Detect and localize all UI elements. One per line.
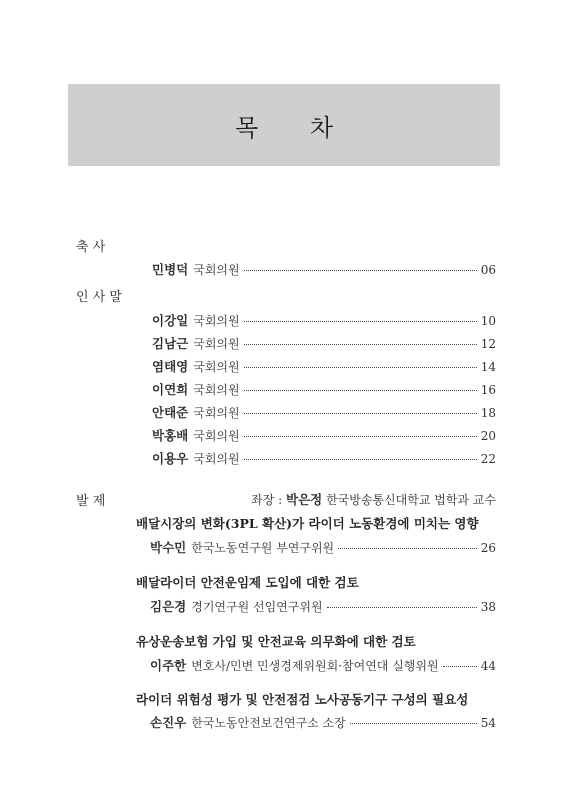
toc-entry[interactable] xyxy=(152,380,496,396)
section-label-presentation: 발 제 xyxy=(76,494,106,509)
toc-entry[interactable] xyxy=(152,311,496,327)
leader-dots xyxy=(244,459,477,460)
leader-dots xyxy=(244,413,477,414)
entry-page: 06 xyxy=(480,263,496,277)
entry-page: 14 xyxy=(480,360,496,374)
entry-page: 12 xyxy=(480,337,496,351)
entry-role: 한국노동연구원 부연구위원 xyxy=(191,541,335,555)
leader-dots xyxy=(244,436,477,437)
entry-name: 민병덕 xyxy=(152,262,189,277)
entry-page: 20 xyxy=(480,429,496,443)
section-label-greeting: 인 사 말 xyxy=(76,290,122,305)
entry-page: 18 xyxy=(480,406,496,420)
entry-page: 10 xyxy=(480,314,496,328)
toc-title: 목 차 xyxy=(235,113,355,142)
entry-page: 16 xyxy=(480,383,496,397)
entry-role: 경기연구원 선임연구위원 xyxy=(191,600,323,614)
toc-entry[interactable] xyxy=(152,334,496,350)
entry-name: 김남근 xyxy=(152,336,189,351)
entry-name: 김은경 xyxy=(150,599,187,614)
leader-dots xyxy=(443,666,477,667)
toc-entry[interactable] xyxy=(152,403,496,419)
chair-line xyxy=(251,490,496,508)
entry-name: 이용우 xyxy=(152,451,189,466)
chair-prefix: 좌장 : xyxy=(251,493,287,507)
toc-entry[interactable] xyxy=(150,597,496,613)
entry-name: 이연희 xyxy=(152,382,189,397)
leader-dots xyxy=(338,548,477,549)
entry-role: 국회의원 xyxy=(193,263,240,277)
toc-entry[interactable] xyxy=(150,713,496,729)
leader-dots xyxy=(244,390,477,391)
chair-role: 한국방송통신대학교 법학과 교수 xyxy=(326,493,496,507)
entry-page: 38 xyxy=(480,600,496,614)
entry-name: 이강일 xyxy=(152,313,189,328)
paper-title[interactable]: 라이더 위험성 평가 및 안전점검 노사공동기구 구성의 필요성 xyxy=(136,692,469,707)
section-label-congrats: 축 사 xyxy=(76,240,106,255)
toc-title-box xyxy=(68,84,500,166)
leader-dots xyxy=(244,344,477,345)
entry-role: 국회의원 xyxy=(193,360,240,374)
entry-role: 국회의원 xyxy=(193,337,240,351)
entry-name: 손진우 xyxy=(150,715,187,730)
toc-entry[interactable] xyxy=(152,449,496,465)
entry-role: 국회의원 xyxy=(193,406,240,420)
leader-dots xyxy=(244,270,477,271)
entry-name: 박홍배 xyxy=(152,428,189,443)
entry-page: 22 xyxy=(480,452,496,466)
entry-name: 염태영 xyxy=(152,359,189,374)
leader-dots xyxy=(327,607,477,608)
chair-name: 박은정 xyxy=(286,492,323,507)
toc-entry[interactable] xyxy=(152,426,496,442)
paper-title[interactable]: 배달라이더 안전운임제 도입에 대한 검토 xyxy=(136,575,359,590)
entry-name: 박수민 xyxy=(150,540,187,555)
paper-title[interactable]: 유상운송보험 가입 및 안전교육 의무화에 대한 검토 xyxy=(136,634,416,649)
entry-role: 국회의원 xyxy=(193,452,240,466)
toc-entry[interactable] xyxy=(152,260,496,276)
entry-role: 한국노동안전보건연구소 소장 xyxy=(191,716,346,730)
toc-entry[interactable] xyxy=(150,656,496,672)
leader-dots xyxy=(350,723,477,724)
entry-name: 이주한 xyxy=(150,658,187,673)
entry-role: 변호사/민변 민생경제위원회·참여연대 실행위원 xyxy=(191,659,439,673)
toc-entry[interactable] xyxy=(150,538,496,554)
leader-dots xyxy=(244,367,477,368)
entry-role: 국회의원 xyxy=(193,314,240,328)
entry-page: 26 xyxy=(480,541,496,555)
entry-role: 국회의원 xyxy=(193,429,240,443)
leader-dots xyxy=(244,321,477,322)
paper-title[interactable]: 배달시장의 변화(3PL 확산)가 라이더 노동환경에 미치는 영향 xyxy=(136,516,479,531)
entry-role: 국회의원 xyxy=(193,383,240,397)
entry-page: 54 xyxy=(480,716,496,730)
toc-entry[interactable] xyxy=(152,357,496,373)
entry-name: 안태준 xyxy=(152,405,189,420)
entry-page: 44 xyxy=(480,659,496,673)
